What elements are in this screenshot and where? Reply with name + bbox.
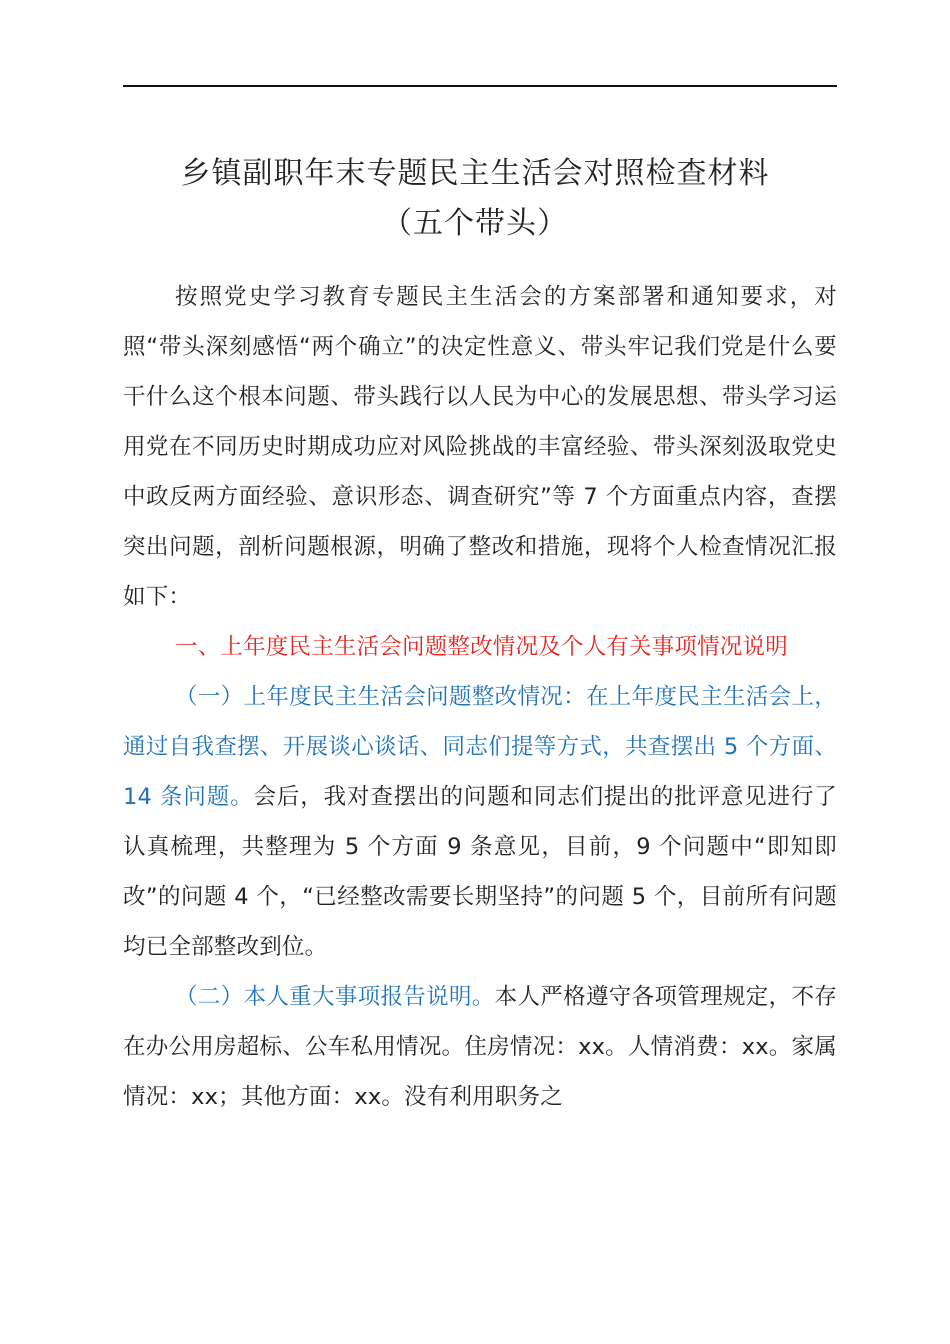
document-title: 乡镇副职年末专题民主生活会对照检查材料 (180, 156, 770, 191)
subsection-1-paragraph (123, 672, 837, 972)
header-rule (123, 85, 837, 87)
document-subtitle: （五个带头） (382, 206, 568, 241)
document-body (123, 272, 837, 1122)
section-1-heading: 一、上年度民主生活会问题整改情况及个人有关事项情况说明 (175, 634, 788, 660)
subsection-2-paragraph (123, 972, 837, 1122)
subsection-1-heading: （一）上年度民主生活会问题整改情况：在上年度民主生活会上，通过自我查摆、开展谈心谈话、同志们提等方式，共查摆出 5 个方面、14 条问题。 (123, 684, 837, 810)
subsection-1-body: 会后，我对查摆出的问题和同志们提出的批评意见进行了认真梳理，共整理为 5 个方面 9 条意见，目前，9 个问题中“即知即改”的问题 4 个，“已经整改需要长期坚持”的问题 5 个，目前所有问题均已全部整改到位。 (123, 784, 837, 960)
subsection-2-heading: （二）本人重大事项报告说明。 (175, 984, 495, 1010)
intro-paragraph: 按照党史学习教育专题民主生活会的方案部署和通知要求，对照“带头深刻感悟“两个确立”的决定性意义、带头牢记我们党是什么要干什么这个根本问题、带头践行以人民为中心的发展思想、带头学习运用党在不同历史时期成功应对风险挑战的丰富经验、带头深刻汲取党史中政反两方面经验、意识形态、调查研究”等 7 个方面重点内容，查摆突出问题，剖析问题根源，明确了整改和措施，现将个人检查情况汇报如下： (123, 284, 837, 610)
subsection-2-body: 本人严格遵守各项管理规定，不存在办公用房超标、公车私用情况。住房情况：xx。人情消费：xx。家属情况：xx；其他方面：xx。没有利用职务之 (123, 984, 837, 1110)
